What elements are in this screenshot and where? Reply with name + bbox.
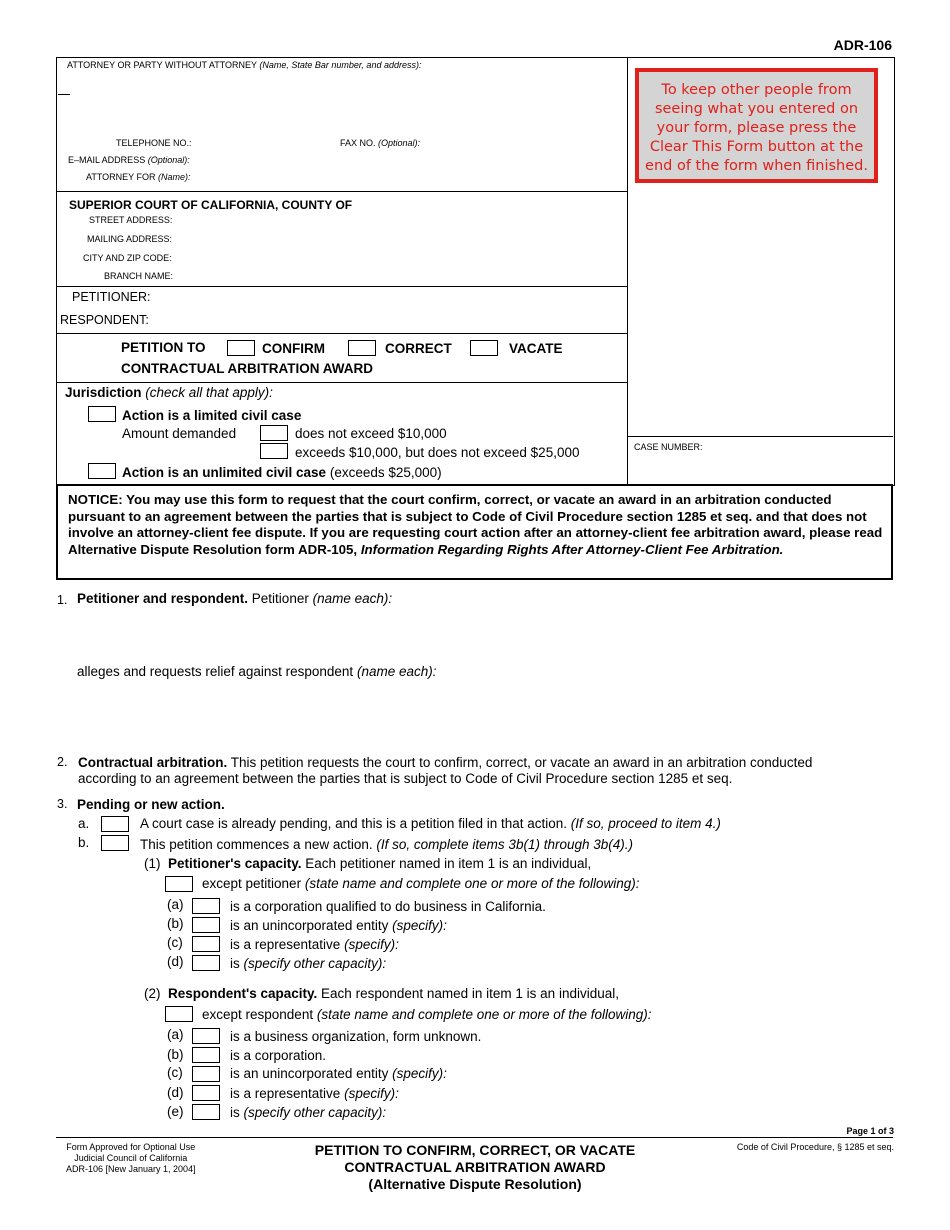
street-label: STREET ADDRESS:: [89, 215, 173, 225]
p1-opt-text: is (specify other capacity):: [230, 956, 387, 971]
jurisdiction-label: Jurisdiction (check all that apply):: [65, 385, 273, 400]
item1-alleges: alleges and requests relief against respondent (name each):: [77, 664, 437, 679]
item2-number: 2.: [57, 755, 68, 769]
award-title: CONTRACTUAL ARBITRATION AWARD: [121, 361, 373, 376]
vacate-checkbox[interactable]: [470, 340, 498, 356]
court-title: SUPERIOR COURT OF CALIFORNIA, COUNTY OF: [69, 198, 353, 212]
email-label: E–MAIL ADDRESS (Optional):: [68, 155, 190, 165]
p1-opt-d-checkbox[interactable]: [192, 955, 220, 971]
item3a-label: a.: [78, 816, 90, 831]
branch-label: BRANCH NAME:: [104, 271, 174, 281]
vacate-label: VACATE: [509, 341, 563, 356]
exceeds-range-checkbox[interactable]: [260, 443, 288, 459]
notice-box: [56, 484, 893, 580]
except-petitioner-text: except petitioner (state name and complete one or more of the following):: [202, 876, 640, 891]
privacy-notice-box: [635, 68, 878, 183]
footer-title: PETITION TO CONFIRM, CORRECT, OR VACATE CONTRACTUAL ARBITRATION AWARD (Alternative Dispute Resolution): [314, 1142, 636, 1192]
city-label: CITY AND ZIP CODE:: [83, 253, 172, 263]
p1-opt-label: (c): [167, 935, 183, 950]
p1-opt-label: (a): [167, 897, 184, 912]
code-reference: Code of Civil Procedure, § 1285 et seq.: [736, 1142, 894, 1152]
respondent-label: RESPONDENT:: [60, 313, 149, 327]
p2-opt-text: is a business organization, form unknown.: [230, 1029, 482, 1044]
not-exceed-checkbox[interactable]: [260, 425, 288, 441]
item3a-text: A court case is already pending, and this is a petition filed in that action. (If so, proceed to item 4.): [140, 816, 721, 831]
not-exceed-label: does not exceed $10,000: [295, 426, 447, 441]
attorney-label: ATTORNEY OR PARTY WITHOUT ATTORNEY (Name, State Bar number, and address):: [67, 60, 422, 70]
p2-opt-text: is (specify other capacity):: [230, 1105, 387, 1120]
form-id: ADR-106: [833, 37, 892, 53]
item3b-text: This petition commences a new action. (If so, complete items 3b(1) through 3b(4).): [140, 837, 633, 852]
page-number: Page 1 of 3: [846, 1126, 894, 1136]
item1-number: 1.: [57, 593, 68, 607]
petitioner-capacity: (1) Petitioner's capacity. Each petitioner named in item 1 is an individual,: [144, 856, 592, 871]
p1-opt-text: is a representative (specify):: [230, 937, 399, 952]
item3b-label: b.: [78, 835, 90, 850]
p2-opt-d-checkbox[interactable]: [192, 1085, 220, 1101]
item3a-checkbox[interactable]: [101, 816, 129, 832]
correct-label: CORRECT: [385, 341, 452, 356]
p2-opt-text: is a representative (specify):: [230, 1086, 399, 1101]
p2-opt-b-checkbox[interactable]: [192, 1047, 220, 1063]
correct-checkbox[interactable]: [348, 340, 376, 356]
item1-heading: Petitioner and respondent. Petitioner (name each):: [77, 591, 393, 606]
p1-opt-text: is a corporation qualified to do business in California.: [230, 899, 546, 914]
p1-opt-text: is an unincorporated entity (specify):: [230, 918, 447, 933]
approval-note: Form Approved for Optional Use Judicial Council of California ADR-106 [New January 1, 2004]: [66, 1142, 196, 1174]
item2-text: Contractual arbitration. This petition requests the court to confirm, correct, or vacate an award in an arbitration conducted: [78, 755, 813, 770]
p2-opt-label: (c): [167, 1065, 183, 1080]
except-petitioner-checkbox[interactable]: [165, 876, 193, 892]
unlimited-case-checkbox[interactable]: [88, 463, 116, 479]
respondent-capacity: (2) Respondent's capacity. Each respondent named in item 1 is an individual,: [144, 986, 619, 1001]
notice-text: NOTICE: You may use this form to request that the court confirm, correct, or vacate an award in an arbitration conducted pursuant to an agreement between the parties that is subject to Code of Civil Procedure section 1285 et seq. and that does not involve an attorney-client fee dispute. If you are requesting court action after an attorney-client fee arbitration award, please read Alternative Dispute Resolution form ADR-105, Information Regarding Rights After Attorney-Client Fee Arbitration.: [68, 492, 883, 557]
p2-opt-e-checkbox[interactable]: [192, 1104, 220, 1120]
p2-opt-c-checkbox[interactable]: [192, 1066, 220, 1082]
unlimited-case-label: Action is an unlimited civil case (exceeds $25,000): [122, 465, 442, 480]
item2-text-line2: according to an agreement between the parties that is subject to Code of Civil Procedure section 1285 et seq.: [78, 771, 733, 786]
except-respondent-text: except respondent (state name and complete one or more of the following):: [202, 1007, 652, 1022]
p1-opt-label: (d): [167, 954, 184, 969]
p2-opt-label: (e): [167, 1104, 184, 1119]
petitioner-label: PETITIONER:: [72, 290, 151, 304]
p2-opt-label: (a): [167, 1027, 184, 1042]
p1-opt-c-checkbox[interactable]: [192, 936, 220, 952]
amount-demanded-label: Amount demanded: [122, 426, 237, 441]
confirm-checkbox[interactable]: [227, 340, 255, 356]
case-number-label: CASE NUMBER:: [634, 442, 703, 452]
mailing-label: MAILING ADDRESS:: [87, 234, 173, 244]
p2-opt-text: is a corporation.: [230, 1048, 327, 1063]
privacy-notice-text: To keep other people from seeing what you entered on your form, please press the Clear This Form button at the end of the form when finished.: [645, 82, 868, 174]
fax-label: FAX NO. (Optional):: [340, 138, 421, 148]
limited-case-checkbox[interactable]: [88, 406, 116, 422]
petition-to-label: PETITION TO: [121, 340, 206, 355]
item3b-checkbox[interactable]: [101, 835, 129, 851]
p1-opt-label: (b): [167, 916, 184, 931]
item3-title: Pending or new action.: [77, 797, 225, 812]
confirm-label: CONFIRM: [262, 341, 325, 356]
attorney-for-label: ATTORNEY FOR (Name):: [86, 172, 191, 182]
exceeds-range-label: exceeds $10,000, but does not exceed $25,000: [295, 445, 580, 460]
p1-opt-a-checkbox[interactable]: [192, 898, 220, 914]
telephone-label: TELEPHONE NO.:: [116, 138, 192, 148]
p2-opt-a-checkbox[interactable]: [192, 1028, 220, 1044]
limited-case-label: Action is a limited civil case: [122, 408, 302, 423]
p2-opt-label: (d): [167, 1085, 184, 1100]
p2-opt-label: (b): [167, 1047, 184, 1062]
p1-opt-b-checkbox[interactable]: [192, 917, 220, 933]
item3-number: 3.: [57, 797, 68, 811]
p2-opt-text: is an unincorporated entity (specify):: [230, 1066, 447, 1081]
except-respondent-checkbox[interactable]: [165, 1006, 193, 1022]
